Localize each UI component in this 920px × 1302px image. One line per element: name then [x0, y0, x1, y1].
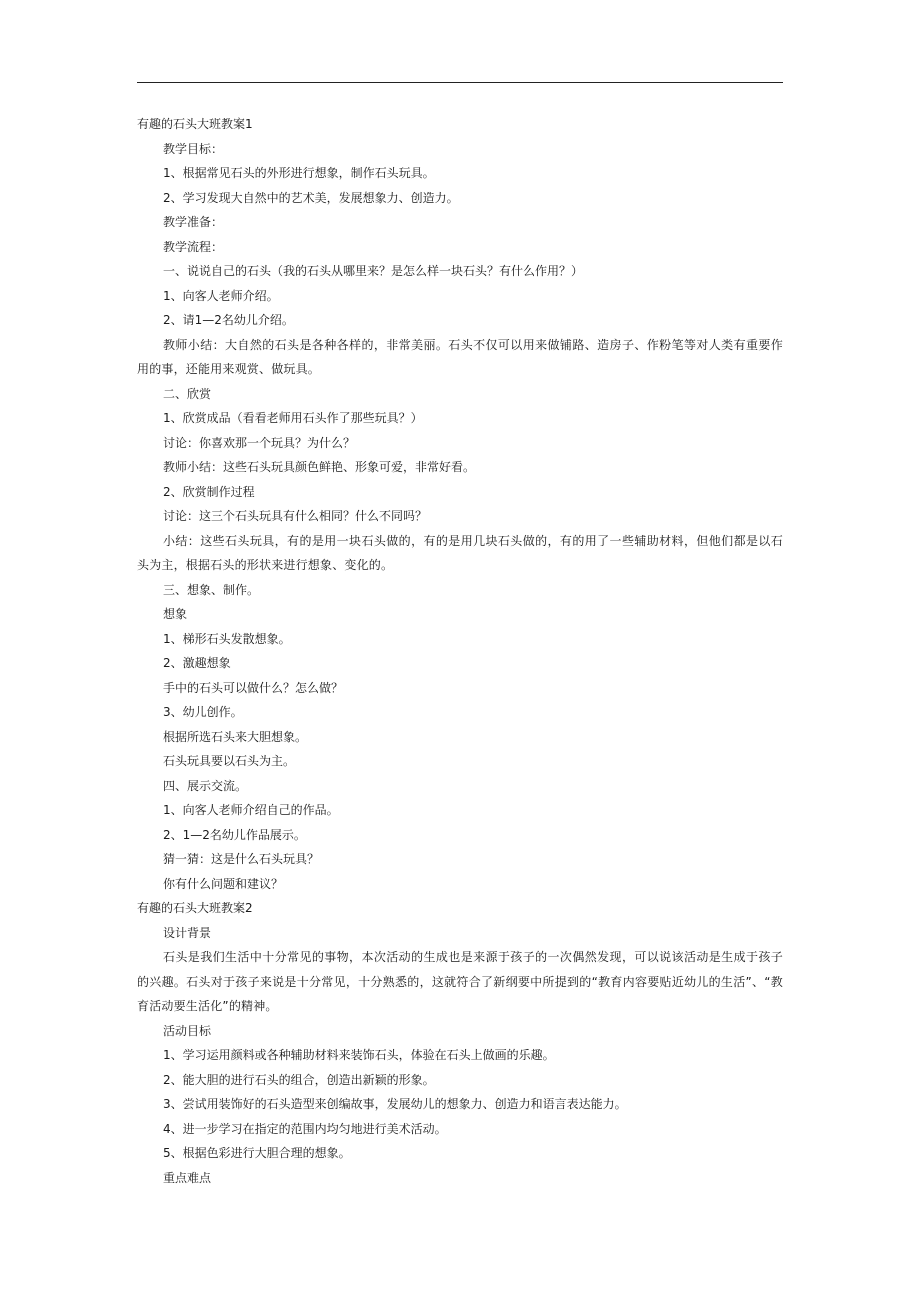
- section-title: 有趣的石头大班教案1: [137, 117, 253, 131]
- header-rule: [137, 82, 783, 83]
- text-line: 3、尝试用装饰好的石头造型来创编故事，发展幼儿的想象力、创造力和语言表达能力。: [163, 1097, 627, 1111]
- text-line: 手中的石头可以做什么？怎么做？: [163, 680, 344, 695]
- text-line: 四、展示交流。: [163, 778, 248, 793]
- text-line: 1、欣赏成品（看看老师用石头作了那些玩具？）: [163, 411, 423, 425]
- text-line: 2、激趣想象: [163, 656, 231, 670]
- text-line: 活动目标: [163, 1023, 212, 1038]
- text-line: 重点难点: [163, 1170, 212, 1185]
- document-body: [137, 112, 783, 1190]
- text-line: 想象: [163, 607, 188, 621]
- text-line: 2、请1—2名幼儿介绍。: [163, 313, 294, 327]
- text-line: 讨论：这三个石头玩具有什么相同？什么不同吗？: [163, 509, 428, 523]
- text-line: 2、能大胆的进行石头的组合，创造出新颖的形象。: [163, 1072, 435, 1087]
- section-title: 有趣的石头大班教案2: [137, 901, 253, 915]
- text-line: 3、幼儿创作。: [163, 705, 243, 719]
- text-line: 2、学习发现大自然中的艺术美，发展想象力、创造力。: [163, 190, 459, 205]
- text-line: 根据所选石头来大胆想象。: [163, 729, 308, 744]
- text-line: 讨论：你喜欢那一个玩具？为什么？: [163, 435, 356, 450]
- paragraph: 教师小结：大自然的石头是各种各样的，非常美丽。石头不仅可以用来做铺路、造房子、作粉笔等对人类有重要作用的事，还能用来观赏、做玩具。: [137, 337, 783, 376]
- paragraph: 小结：这些石头玩具，有的是用一块石头做的，有的是用几块石头做的，有的用了一些辅助材料，但他们都是以石头为主，根据石头的形状来进行想象、变化的。: [137, 533, 783, 572]
- text-line: 教学目标：: [163, 141, 224, 156]
- text-line: 教学准备：: [163, 215, 224, 229]
- text-line: 教师小结：这些石头玩具颜色鲜艳、形象可爱，非常好看。: [163, 460, 476, 474]
- text-line: 二、欣赏: [163, 386, 212, 401]
- text-line: 1、向客人老师介绍自己的作品。: [163, 803, 339, 817]
- text-line: 石头玩具要以石头为主。: [163, 754, 296, 768]
- paragraph: 石头是我们生活中十分常见的事物，本次活动的生成也是来源于孩子的一次偶然发现，可以说该活动是生成于孩子的兴趣。石头对于孩子来说是十分常见，十分熟悉的，这就符合了新纲要中所提到的“教育内容要贴近幼儿的生活”、“教育活动要生活化”的精神。: [137, 950, 783, 1013]
- text-line: 1、学习运用颜料或各种辅助材料来装饰石头，体验在石头上做画的乐趣。: [163, 1048, 555, 1062]
- text-line: 1、向客人老师介绍。: [163, 288, 279, 303]
- text-line: 2、欣赏制作过程: [163, 484, 255, 499]
- text-line: 一、说说自己的石头（我的石头从哪里来？是怎么样一块石头？有什么作用？）: [163, 264, 584, 278]
- text-line: 1、根据常见石头的外形进行想象，制作石头玩具。: [163, 166, 435, 180]
- text-line: 你有什么问题和建议？: [163, 876, 284, 891]
- text-line: 猜一猜：这是什么石头玩具？: [163, 852, 320, 866]
- text-line: 5、根据色彩进行大胆合理的想象。: [163, 1146, 351, 1160]
- text-line: 三、想象、制作。: [163, 582, 260, 597]
- text-line: 4、进一步学习在指定的范围内均匀地进行美术活动。: [163, 1121, 447, 1136]
- text-line: 教学流程：: [163, 239, 224, 254]
- text-line: 2、1—2名幼儿作品展示。: [163, 827, 306, 842]
- text-line: 设计背景: [163, 925, 212, 940]
- text-line: 1、梯形石头发散想象。: [163, 631, 291, 646]
